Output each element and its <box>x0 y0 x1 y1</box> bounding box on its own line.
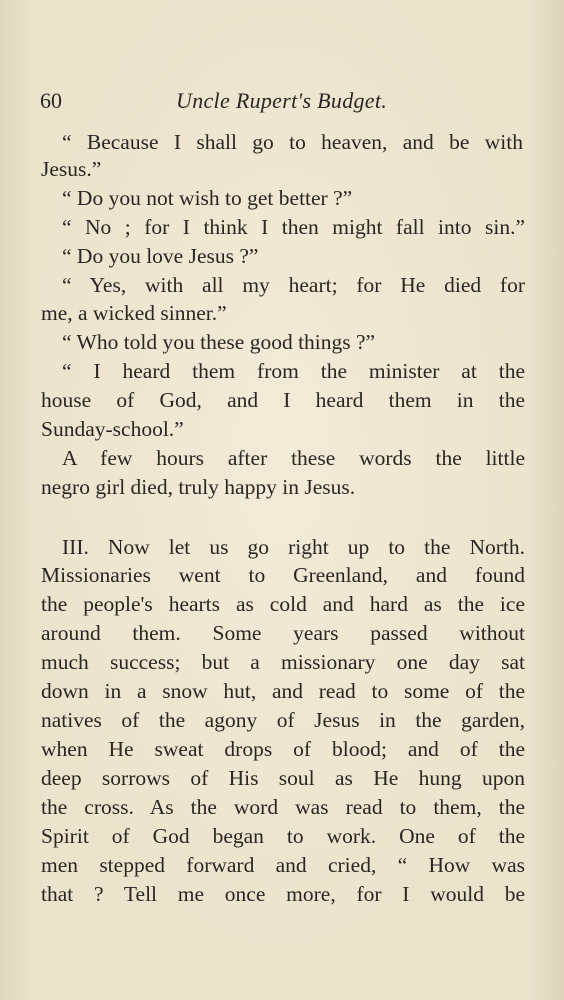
text-line: “ I heard them from the minister at the <box>62 359 525 383</box>
text-line: around them. Some years passed without <box>41 621 525 645</box>
text-line: negro girl died, truly happy in Jesus. <box>41 475 356 499</box>
text-line: Spirit of God began to work. One of the <box>41 824 525 848</box>
text-line: much success; but a missionary one day sat <box>41 650 525 674</box>
text-line: Jesus.” <box>41 157 102 181</box>
text-line: deep sorrows of His soul as He hung upon <box>41 766 525 790</box>
text-line: “ Who told you these good things ?” <box>62 330 376 354</box>
text-line: “ Yes, with all my heart; for He died for <box>62 273 525 297</box>
text-line: that ? Tell me once more, for I would be <box>41 882 525 906</box>
text-line: Sunday-school.” <box>41 417 184 441</box>
page-header <box>40 86 524 116</box>
text-line: “ No ; for I think I then might fall into sin.” <box>62 215 525 239</box>
text-line: the cross. As the word was read to them, the <box>41 795 525 819</box>
page-number: 60 <box>40 88 62 113</box>
text-line: men stepped forward and cried, “ How was <box>41 853 525 877</box>
text-line: III. Now let us go right up to the North. <box>62 535 525 559</box>
text-line: “ Because I shall go to heaven, and be with <box>62 130 523 154</box>
text-line: natives of the agony of Jesus in the garden, <box>41 708 525 732</box>
text-line: Missionaries went to Greenland, and found <box>41 563 525 587</box>
text-line: when He sweat drops of blood; and of the <box>41 737 525 761</box>
text-line: down in a snow hut, and read to some of the <box>41 679 525 703</box>
text-line: me, a wicked sinner.” <box>41 301 227 325</box>
text-line: “ Do you not wish to get better ?” <box>62 186 353 210</box>
running-title: Uncle Rupert's Budget. <box>176 88 388 113</box>
text-line: “ Do you love Jesus ?” <box>62 244 259 268</box>
text-line: house of God, and I heard them in the <box>41 388 525 412</box>
text-line: the people's hearts as cold and hard as the ice <box>41 592 525 616</box>
text-line: A few hours after these words the little <box>62 446 525 470</box>
